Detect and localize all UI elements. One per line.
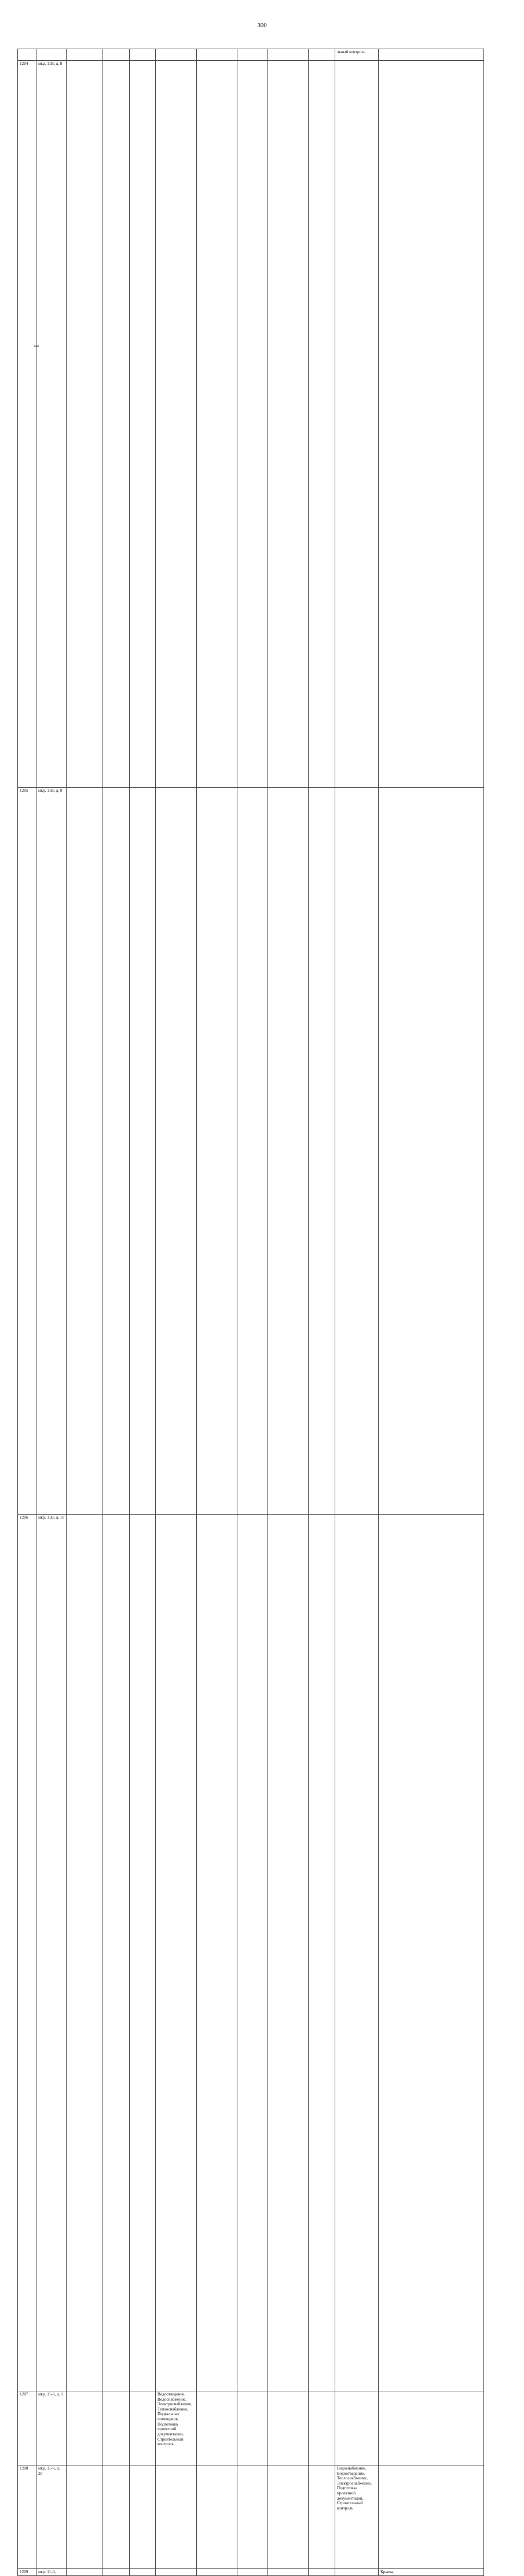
table-row xyxy=(18,2465,484,2568)
table-cell xyxy=(67,61,102,788)
table-cell xyxy=(130,1514,156,2391)
table-cell xyxy=(309,61,335,788)
footer-mark: нн xyxy=(34,343,39,348)
page-number: 300 xyxy=(257,22,267,29)
table-cell xyxy=(156,1514,197,2391)
table-cell xyxy=(309,787,335,1514)
table-cell xyxy=(268,2568,309,2575)
table-row xyxy=(18,61,484,788)
table-cell xyxy=(309,49,335,61)
table-cell xyxy=(237,2568,268,2575)
table-cell xyxy=(237,61,268,788)
table-cell xyxy=(67,49,102,61)
table-cell: Крыша, xyxy=(379,2568,484,2575)
address-cell: мкр. 11-й, xyxy=(36,2568,67,2575)
table-row xyxy=(18,49,484,61)
table-cell xyxy=(379,2465,484,2568)
table-cell xyxy=(197,49,237,61)
table-cell xyxy=(335,787,379,1514)
table-cell xyxy=(102,787,130,1514)
table-cell xyxy=(130,2568,156,2575)
table-cell xyxy=(130,61,156,788)
table-cell xyxy=(156,2465,197,2568)
table-cell xyxy=(102,2391,130,2465)
table-cell xyxy=(309,2568,335,2575)
address-cell: мкр. 11В, д. 10 xyxy=(36,1514,67,2391)
address-cell: мкр. 11-й, д. 1 xyxy=(36,2391,67,2465)
row-number-cell: 1207 xyxy=(18,2391,36,2465)
table-cell xyxy=(237,2465,268,2568)
table-cell xyxy=(268,2465,309,2568)
table-cell xyxy=(335,2391,379,2465)
row-number-cell xyxy=(18,49,36,61)
table-row xyxy=(18,2391,484,2465)
table-cell xyxy=(335,1514,379,2391)
table-cell xyxy=(130,787,156,1514)
table-cell xyxy=(67,2391,102,2465)
table-cell xyxy=(268,49,309,61)
table-cell xyxy=(156,61,197,788)
table-cell xyxy=(102,49,130,61)
table-cell xyxy=(379,2391,484,2465)
table-cell: льный контроль xyxy=(335,49,379,61)
address-cell: мкр. 11В, д. 9 xyxy=(36,787,67,1514)
address-cell: мкр. 11-й, д. 28 xyxy=(36,2465,67,2568)
row-number-cell: 1204 xyxy=(18,61,36,788)
table-cell xyxy=(268,2391,309,2465)
table-row xyxy=(18,1514,484,2391)
table-cell xyxy=(268,1514,309,2391)
table-row xyxy=(18,787,484,1514)
table-cell xyxy=(67,787,102,1514)
table-cell xyxy=(197,1514,237,2391)
table-cell xyxy=(197,2465,237,2568)
address-cell xyxy=(36,49,67,61)
table-cell xyxy=(237,49,268,61)
table-cell xyxy=(67,1514,102,2391)
row-number-cell: 1209 xyxy=(18,2568,36,2575)
table-cell xyxy=(309,1514,335,2391)
table-cell xyxy=(309,2391,335,2465)
table-cell xyxy=(130,49,156,61)
table-cell xyxy=(102,1514,130,2391)
table-cell xyxy=(197,787,237,1514)
table-cell xyxy=(379,61,484,788)
table-cell xyxy=(130,2465,156,2568)
table-cell xyxy=(335,61,379,788)
table-cell xyxy=(268,61,309,788)
table-cell xyxy=(67,2465,102,2568)
table-cell xyxy=(130,2391,156,2465)
table-cell xyxy=(156,787,197,1514)
row-number-cell: 1208 xyxy=(18,2465,36,2568)
table-cell xyxy=(268,787,309,1514)
table-cell xyxy=(102,61,130,788)
table-cell xyxy=(197,2568,237,2575)
table-cell xyxy=(237,1514,268,2391)
table-cell: Водоснабжение, Водоотведение, Теплоснабжение, Электроснабжение, Подготовка проектной документации, Строительный контроль xyxy=(335,2465,379,2568)
table-cell xyxy=(335,2568,379,2575)
table-cell xyxy=(102,2568,130,2575)
table-cell xyxy=(237,787,268,1514)
table-row xyxy=(18,2568,484,2575)
table-cell xyxy=(156,2568,197,2575)
row-number-cell: 1205 xyxy=(18,787,36,1514)
table-cell xyxy=(309,2465,335,2568)
table-cell xyxy=(67,2568,102,2575)
table-cell xyxy=(197,61,237,788)
table-cell xyxy=(102,2465,130,2568)
table-cell xyxy=(237,2391,268,2465)
table-cell: Водоотведение, Водоснабжение, Электроснабжение, Теплоснабжение, Подвальные помещения, Подготовка проектной документации, Строительный контроль xyxy=(156,2391,197,2465)
table-cell xyxy=(197,2391,237,2465)
row-number-cell: 1206 xyxy=(18,1514,36,2391)
table-cell xyxy=(379,49,484,61)
table-cell xyxy=(156,49,197,61)
works-table xyxy=(17,49,484,2576)
table-cell xyxy=(379,787,484,1514)
address-cell: мкр. 11В, д. 8 xyxy=(36,61,67,788)
table-cell xyxy=(379,1514,484,2391)
